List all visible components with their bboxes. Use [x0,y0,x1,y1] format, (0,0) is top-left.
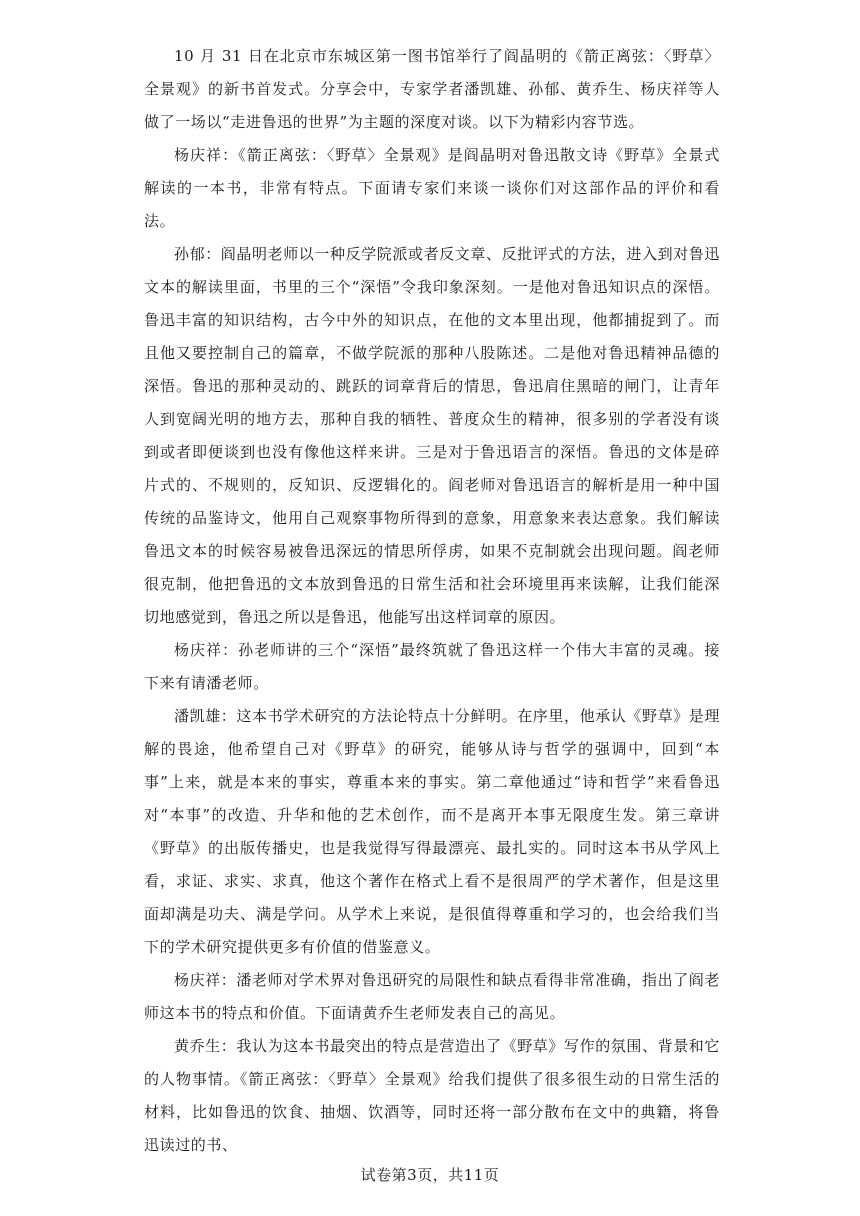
paragraph-pan-kaixiong: 潘凯雄：这本书学术研究的方法论特点十分鲜明。在序里，他承认《野草》是理解的畏途，他希望自己对《野草》的研究，能够从诗与哲学的强调中，回到“本事”上来，就是本来的事实，尊重本来的事实。第二章他通过“诗和哲学”来看鲁迅对“本事”的改造、升华和他的艺术创作，而不是离开本事无限度生发。第三章讲《野草》的出版传播史，也是我觉得写得最漂亮、最扎实的。同时这本书从学风上看，求证、求实、求真，他这个著作在格式上看不是很周严的学术著作，但是这里面却满是功夫、满是学问。从学术上来说，是很值得尊重和学习的，也会给我们当下的学术研究提供更多有价值的借鉴意义。 [144,707,721,956]
paragraph-yang-3: 杨庆祥：潘老师对学术界对鲁迅研究的局限性和缺点看得非常准确，指出了阎老师这本书的特点和价值。下面请黄乔生老师发表自己的高见。 [144,971,721,1022]
paragraph-yang-1: 杨庆祥：《箭正离弦：〈野草〉全景观》是阎晶明对鲁迅散文诗《野草》全景式解读的一本书，非常有特点。下面请专家们来谈一谈你们对这部作品的评价和看法。 [144,146,720,230]
paragraph-huang-qiaosheng: 黄乔生：我认为这本书最突出的特点是营造出了《野草》写作的氛围、背景和它的人物事情。《箭正离弦：〈野草〉全景观》给我们提供了很多很生动的日常生活的材料，比如鲁迅的饮食、抽烟、饮酒等，同时还将一部分散布在文中的典籍，将鲁迅读过的书、 [144,1037,721,1154]
page-footer: 试卷第3页，共11页 [360,1166,500,1184]
article-body [144,40,720,1162]
paragraph-intro: 10 月 31 日在北京市东城区第一图书馆举行了阎晶明的《箭正离弦：〈野草〉全景观》的新书首发式。分享会中，专家学者潘凯雄、孙郁、黄乔生、杨庆祥等人做了一场以“走进鲁迅的世界”为主题的深度对谈。以下为精彩内容节选。 [144,47,720,131]
paragraph-yang-2: 杨庆祥：孙老师讲的三个“深悟”最终筑就了鲁迅这样一个伟大丰富的灵魂。接下来有请潘老师。 [144,641,720,692]
paragraph-sun-yu: 孙郁：阎晶明老师以一种反学院派或者反文章、反批评式的方法，进入到对鲁迅文本的解读里面，书里的三个“深悟”令我印象深刻。一是他对鲁迅知识点的深悟。鲁迅丰富的知识结构，古今中外的知识点，在他的文本里出现，他都捕捉到了。而且他又要控制自己的篇章，不做学院派的那种八股陈述。二是他对鲁迅精神品德的深悟。鲁迅的那种灵动的、跳跃的词章背后的情思，鲁迅肩住黑暗的闸门，让青年人到宽阔光明的地方去，那种自我的牺牲、普度众生的精神，很多别的学者没有谈到或者即便谈到也没有像他这样来讲。三是对于鲁迅语言的深悟。鲁迅的文体是碎片式的、不规则的，反知识、反逻辑化的。阎老师对鲁迅语言的解析是用一种中国传统的品鉴诗文，他用自己观察事物所得到的意象，用意象来表达意象。我们解读鲁迅文本的时候容易被鲁迅深远的情思所俘虏，如果不克制就会出现问题。阎老师很克制，他把鲁迅的文本放到鲁迅的日常生活和社会环境里再来读解，让我们能深切地感觉到，鲁迅之所以是鲁迅，他能写出这样词章的原因。 [144,245,721,626]
